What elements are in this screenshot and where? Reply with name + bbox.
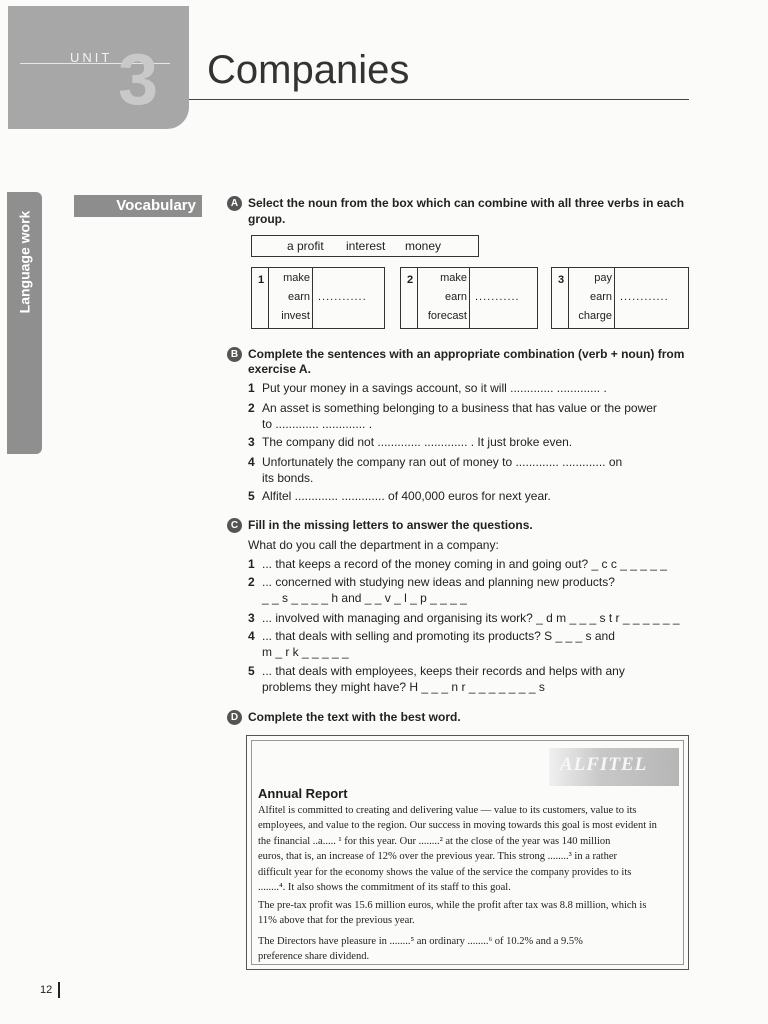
exercise-b-item-3 — [248, 434, 572, 450]
exercise-b-item-2 — [248, 400, 657, 416]
exercise-c-item-4 — [248, 628, 615, 644]
group-divider — [469, 268, 470, 328]
item-text: ... that keeps a record of the money coming in and going out? _ c c _ _ _ _ _ — [262, 557, 667, 571]
item-number: 4 — [248, 629, 255, 643]
item-number: 5 — [248, 664, 255, 678]
verb-group-2 — [400, 267, 538, 329]
item-number: 2 — [248, 575, 255, 589]
item-text: An asset is something belonging to a business that has value or the power — [262, 401, 657, 415]
exercise-c-item-1 — [248, 556, 667, 572]
group-verb: earn — [444, 291, 467, 303]
exercise-b-item-5 — [248, 488, 551, 504]
report-line: 11% above that for the previous year. — [258, 915, 415, 927]
word-box — [251, 235, 479, 257]
group-divider — [312, 268, 313, 328]
item-number: 3 — [248, 611, 255, 625]
word-box-item: interest — [346, 239, 386, 253]
exercise-b-badge: B — [227, 347, 242, 362]
report-line: The pre-tax profit was 15.6 million euros, while the profit after tax was 8.8 million, which is — [258, 900, 647, 911]
group-divider — [417, 268, 418, 328]
report-line: euros, that is, an increase of 12% over the previous year. This strong ........³ in a rather — [258, 851, 617, 863]
report-line: ........⁴. It also shows the commitment of its staff to this goal. — [258, 882, 511, 894]
exercise-b-item-4-cont: its bonds. — [262, 471, 314, 485]
alfitel-logo: ALFITEL — [560, 754, 648, 775]
group-verb: charge — [578, 310, 612, 322]
group-number: 2 — [407, 274, 414, 286]
report-paragraph-2 — [258, 898, 646, 929]
report-paragraph-1 — [258, 803, 657, 895]
word-box-item: money — [405, 239, 442, 253]
item-text: Alfitel ............. ............. of 400,000 euros for next year. — [262, 489, 551, 503]
report-title: Annual Report — [258, 786, 348, 801]
item-text: ... concerned with studying new ideas and planning new products? — [262, 575, 615, 589]
title-rule — [189, 99, 689, 100]
answer-blank[interactable]: ........... — [475, 291, 520, 303]
item-number: 1 — [248, 557, 255, 571]
exercise-c-item-3 — [248, 610, 680, 626]
report-paragraph-3 — [258, 934, 583, 965]
exercise-b-item-1 — [248, 380, 607, 396]
answer-blank[interactable]: ............ — [318, 291, 367, 303]
report-line: difficult year for the economy shows the value of the service the company provides to its — [258, 866, 632, 878]
item-number: 2 — [248, 401, 255, 415]
exercise-c-instruction: Fill in the missing letters to answer the questions. — [248, 518, 533, 532]
verb-group-1 — [251, 267, 385, 329]
exercise-d-instruction: Complete the text with the best word. — [248, 710, 461, 724]
group-verb: pay — [594, 272, 612, 284]
item-text: Unfortunately the company ran out of money to ............. ............. on — [262, 455, 623, 469]
group-verb: make — [283, 272, 310, 284]
exercise-b-instruction: Complete the sentences with an appropriate combination (verb + noun) from — [248, 347, 685, 361]
exercise-b-item-4 — [248, 454, 622, 470]
group-verb: earn — [287, 291, 310, 303]
item-number: 1 — [248, 381, 255, 395]
item-text: ... involved with managing and organising its work? _ d m _ _ _ s t r _ _ _ _ _ _ — [262, 611, 680, 625]
group-number: 1 — [258, 274, 265, 286]
exercise-c-item-5-cont: problems they might have? H _ _ _ n r _ _ _ _ _ _ _ s — [262, 680, 545, 694]
exercise-c-intro: What do you call the department in a company: — [248, 538, 499, 552]
word-box-item: a profit — [287, 239, 324, 253]
group-divider — [614, 268, 615, 328]
page-number: 12 — [40, 984, 53, 996]
item-text: ... that deals with selling and promoting its products? S _ _ _ s and — [262, 629, 615, 643]
unit-number: 3 — [118, 40, 159, 120]
item-number: 5 — [248, 489, 255, 503]
group-verb: earn — [589, 291, 612, 303]
exercise-a-badge: A — [227, 196, 242, 211]
group-verb: forecast — [427, 310, 467, 322]
exercise-a-instruction-cont: group. — [248, 212, 286, 226]
item-text: Put your money in a savings account, so it will ............. ............. . — [262, 381, 607, 395]
side-tab-label: Language work — [16, 210, 33, 314]
report-line: employees, and value to the region. Our success in moving towards this goal is most evident in — [258, 820, 657, 832]
side-tab-label-wrap — [7, 192, 42, 332]
item-number: 4 — [248, 455, 255, 469]
page-number-bar — [58, 982, 60, 998]
page-title: Companies — [207, 48, 410, 92]
exercise-c-item-4-cont: m _ r k _ _ _ _ _ — [262, 645, 349, 659]
unit-label: UNIT — [70, 50, 113, 65]
report-line: the financial ..a..... ¹ for this year. Our ........² at the close of the year was 140 million — [258, 835, 611, 847]
exercise-a-instruction: Select the noun from the box which can combine with all three verbs in each — [248, 196, 685, 210]
exercise-b-item-2-cont: to ............. ............. . — [262, 417, 373, 431]
exercise-c-item-2-cont: _ _ s _ _ _ _ h and _ _ v _ l _ p _ _ _ _ — [262, 591, 467, 605]
exercise-c-item-5 — [248, 663, 625, 679]
group-number: 3 — [558, 274, 565, 286]
exercise-c-item-2 — [248, 574, 615, 590]
unit-header-block — [8, 6, 189, 129]
report-line: The Directors have pleasure in ........⁵ an ordinary ........⁶ of 10.2% and a 9.5% — [258, 936, 583, 947]
exercise-b-instruction-cont: exercise A. — [248, 362, 311, 376]
item-text: ... that deals with employees, keeps their records and helps with any — [262, 664, 625, 678]
exercise-c-badge: C — [227, 518, 242, 533]
report-line: Alfitel is committed to creating and delivering value — value to its customers, value to its — [258, 805, 637, 816]
exercise-d-badge: D — [227, 710, 242, 725]
answer-blank[interactable]: ............ — [620, 291, 669, 303]
item-text: The company did not ............. ............. . It just broke even. — [262, 435, 573, 449]
report-line: preference share dividend. — [258, 951, 370, 963]
verb-group-3 — [551, 267, 689, 329]
group-verb: invest — [281, 310, 310, 322]
group-verb: make — [440, 272, 467, 284]
section-tab-vocabulary: Vocabulary — [74, 195, 202, 217]
item-number: 3 — [248, 435, 255, 449]
